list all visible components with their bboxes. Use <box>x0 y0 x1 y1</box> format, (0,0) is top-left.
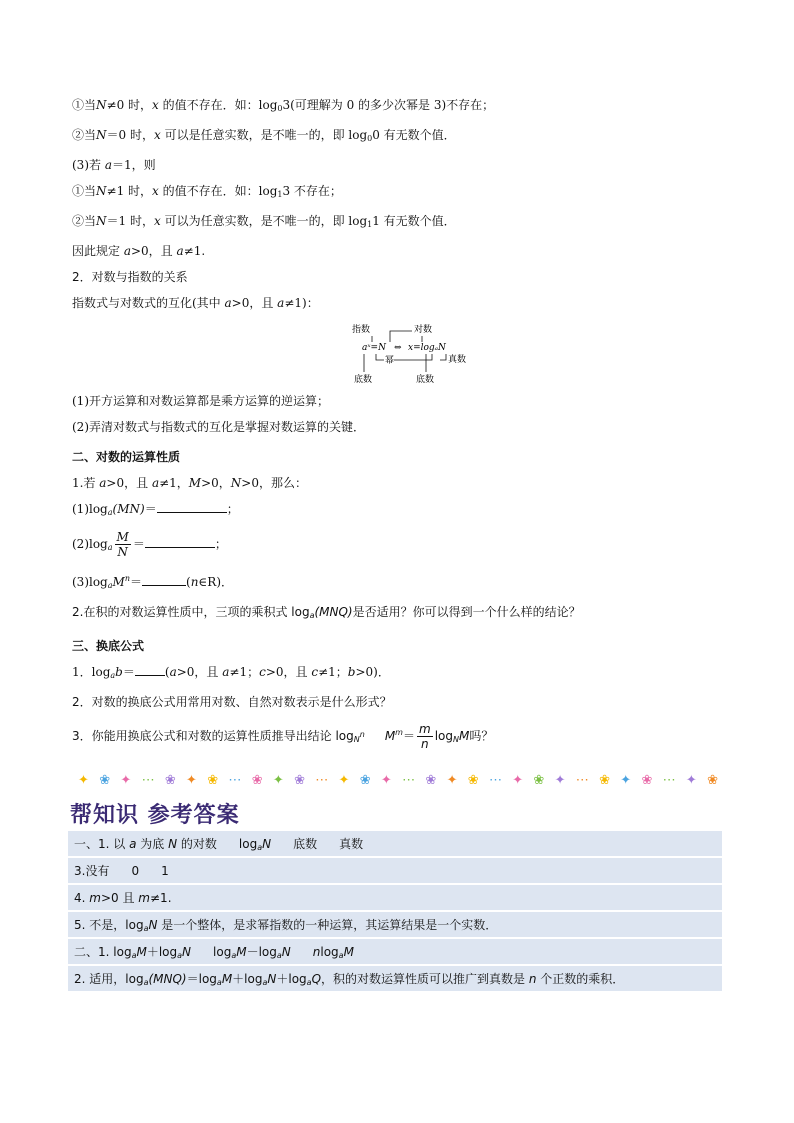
butterfly-icon: ❀ <box>425 772 437 788</box>
table-cell: 4. m>0 且 m≠1. <box>68 884 722 911</box>
dot-icon: ⋯ <box>575 772 589 788</box>
answer-blank[interactable] <box>145 533 215 548</box>
text-line: 指数式与对数式的互化(其中 a>0，且 a≠1)： <box>72 296 319 310</box>
diagram-left-expr: aˣ=N <box>362 343 386 353</box>
table-cell: 5. 不是，$\log_aN$ 是一个整体，是求幂指数的一种运算，其运算结果是一个实数． <box>68 911 722 938</box>
butterfly-icon: ❀ <box>294 772 305 788</box>
butterfly-icon: ❀ <box>599 772 610 788</box>
dot-icon: ✦ <box>338 772 350 788</box>
dot-icon: ⋯ <box>402 772 416 788</box>
text-line: 3．你能用换底公式和对数的运算性质推导出结论 $\log_{N^n} M^m=$ $\frac{m}{n}$ $\log_NM$吗？ <box>72 722 494 751</box>
table-row <box>68 857 722 884</box>
diagram-label-power: 幂 <box>385 356 395 366</box>
butterfly-icon: ❀ <box>707 772 718 788</box>
dot-icon: ⋯ <box>141 772 155 788</box>
formula-line: $(3)\log_aM^n=$ (n∈R)． <box>72 566 724 599</box>
diagram-label-base-left: 底数 <box>354 375 373 384</box>
butterfly-icon: ❀ <box>467 772 479 788</box>
dot-icon: ✦ <box>554 772 566 788</box>
connector-top <box>390 331 412 342</box>
table-row <box>68 938 722 965</box>
fraction: $\frac{M}{N}$ <box>116 530 129 559</box>
diagram-arrow: ⇔ <box>394 343 402 353</box>
dot-icon: ✦ <box>685 772 697 788</box>
diagram-label-base-right: 底数 <box>416 375 435 384</box>
dot-icon: ⋯ <box>315 772 329 788</box>
text-line: 2.在积的对数运算性质中，三项的乘积式 $\log_a(MNQ)$是否适用？你可以得到一个什么样的结论？ <box>72 605 581 620</box>
butterfly-icon: ❀ <box>533 772 545 788</box>
answer-blank[interactable] <box>157 498 227 513</box>
table-cell: 3.没有 0 1 <box>68 857 722 884</box>
dot-icon: ✦ <box>446 772 458 788</box>
formula-line: $(1)\log_a(MN)=$ ； <box>72 496 724 526</box>
section-heading: 2．对数与指数的关系 <box>72 270 188 284</box>
butterfly-icon: ❀ <box>359 772 371 788</box>
table-row <box>68 965 722 992</box>
dot-icon: ✦ <box>120 772 132 788</box>
document-page <box>72 92 724 993</box>
exponent-log-diagram <box>350 322 470 384</box>
text-line: 2．对数的换底公式用常用对数、自然对数表示是什么形式？ <box>72 695 392 709</box>
text-line: 1.若 a>0，且 a≠1，M>0，N>0，那么： <box>72 476 307 490</box>
answer-blank[interactable] <box>142 571 186 586</box>
fraction: $\frac{m}{n}$ <box>418 722 431 751</box>
butterfly-icon: ❀ <box>251 772 263 788</box>
dot-icon: ✦ <box>620 772 632 788</box>
dot-icon: ✦ <box>186 772 197 788</box>
section-heading: 二、对数的运算性质 <box>72 450 181 464</box>
formula-line: 1．$\log_ab= (a>0$，且 a≠1；c>0，且 c≠1；b>0)． <box>72 659 724 689</box>
butterfly-icon: ❀ <box>164 772 176 788</box>
section-heading: 三、换底公式 <box>72 639 145 653</box>
formula-line: $(2)\log_a$ $\frac{M}{N}$ ＝ ； <box>72 530 227 559</box>
diagram-label-log: 对数 <box>414 325 433 335</box>
decorative-border <box>78 770 718 790</box>
dot-icon: ✦ <box>78 772 89 788</box>
dot-icon: ✦ <box>380 772 392 788</box>
text-line: ①当N≠1 时，x 的值不存在．如：$\log_13$ 不存在； <box>72 184 342 199</box>
text-line: 因此规定 a>0，且 a≠1. <box>72 244 206 258</box>
table-row <box>68 911 722 938</box>
butterfly-icon: ❀ <box>99 772 111 788</box>
answers-title: 帮知识 参考答案 <box>70 803 240 828</box>
diagram-label-exponent: 指数 <box>352 325 371 335</box>
table-row <box>68 884 722 911</box>
connector-power-left <box>376 354 384 360</box>
table-cell: 2. 适用，$\log_a(MNQ)=\log_aM+\log_aN+\log_aQ$，积的对数运算性质可以推广到真数是 n 个正数的乘积． <box>68 965 722 992</box>
text-line: (3)若 a＝1，则 <box>72 158 156 172</box>
text-line: ②当N＝0 时，x 可以是任意实数，是不唯一的，即 $\log_00$ 有无数个值． <box>72 128 456 143</box>
text-line: (2)弄清对数式与指数式的互化是掌握对数运算的关键． <box>72 420 366 434</box>
answer-blank[interactable] <box>135 661 165 676</box>
table-cell: 二、1. $\log_aM+\log_aN$ $\log_aM-\log_aN$ nlog$_a$M <box>68 938 722 965</box>
table-cell: 一、1. 以 a 为底 N 的对数 $\log_aN$ 底数 真数 <box>68 831 722 857</box>
connector-true <box>440 354 446 360</box>
text-line: (1)开方运算和对数运算都是乘方运算的逆运算； <box>72 394 329 408</box>
dot-icon: ✦ <box>272 772 284 788</box>
text-line: ②当N＝1 时，x 可以为任意实数，是不唯一的，即 $\log_11$ 有无数个值． <box>72 214 456 229</box>
diagram-label-true: 真数 <box>448 355 467 365</box>
diagram-right-expr: x=logₐN <box>408 343 446 353</box>
dot-icon: ✦ <box>512 772 524 788</box>
butterfly-icon: ❀ <box>641 772 653 788</box>
dot-icon: ⋯ <box>662 772 676 788</box>
dot-icon: ⋯ <box>488 772 502 788</box>
butterfly-icon: ❀ <box>207 772 219 788</box>
text-line: ①当N≠0 时，x 的值不存在．如：$\log_03$(可理解为 0 的多少次幂是 3)不存在； <box>72 98 495 113</box>
dot-icon: ⋯ <box>228 772 242 788</box>
answers-table <box>68 831 722 993</box>
table-row <box>68 831 722 857</box>
